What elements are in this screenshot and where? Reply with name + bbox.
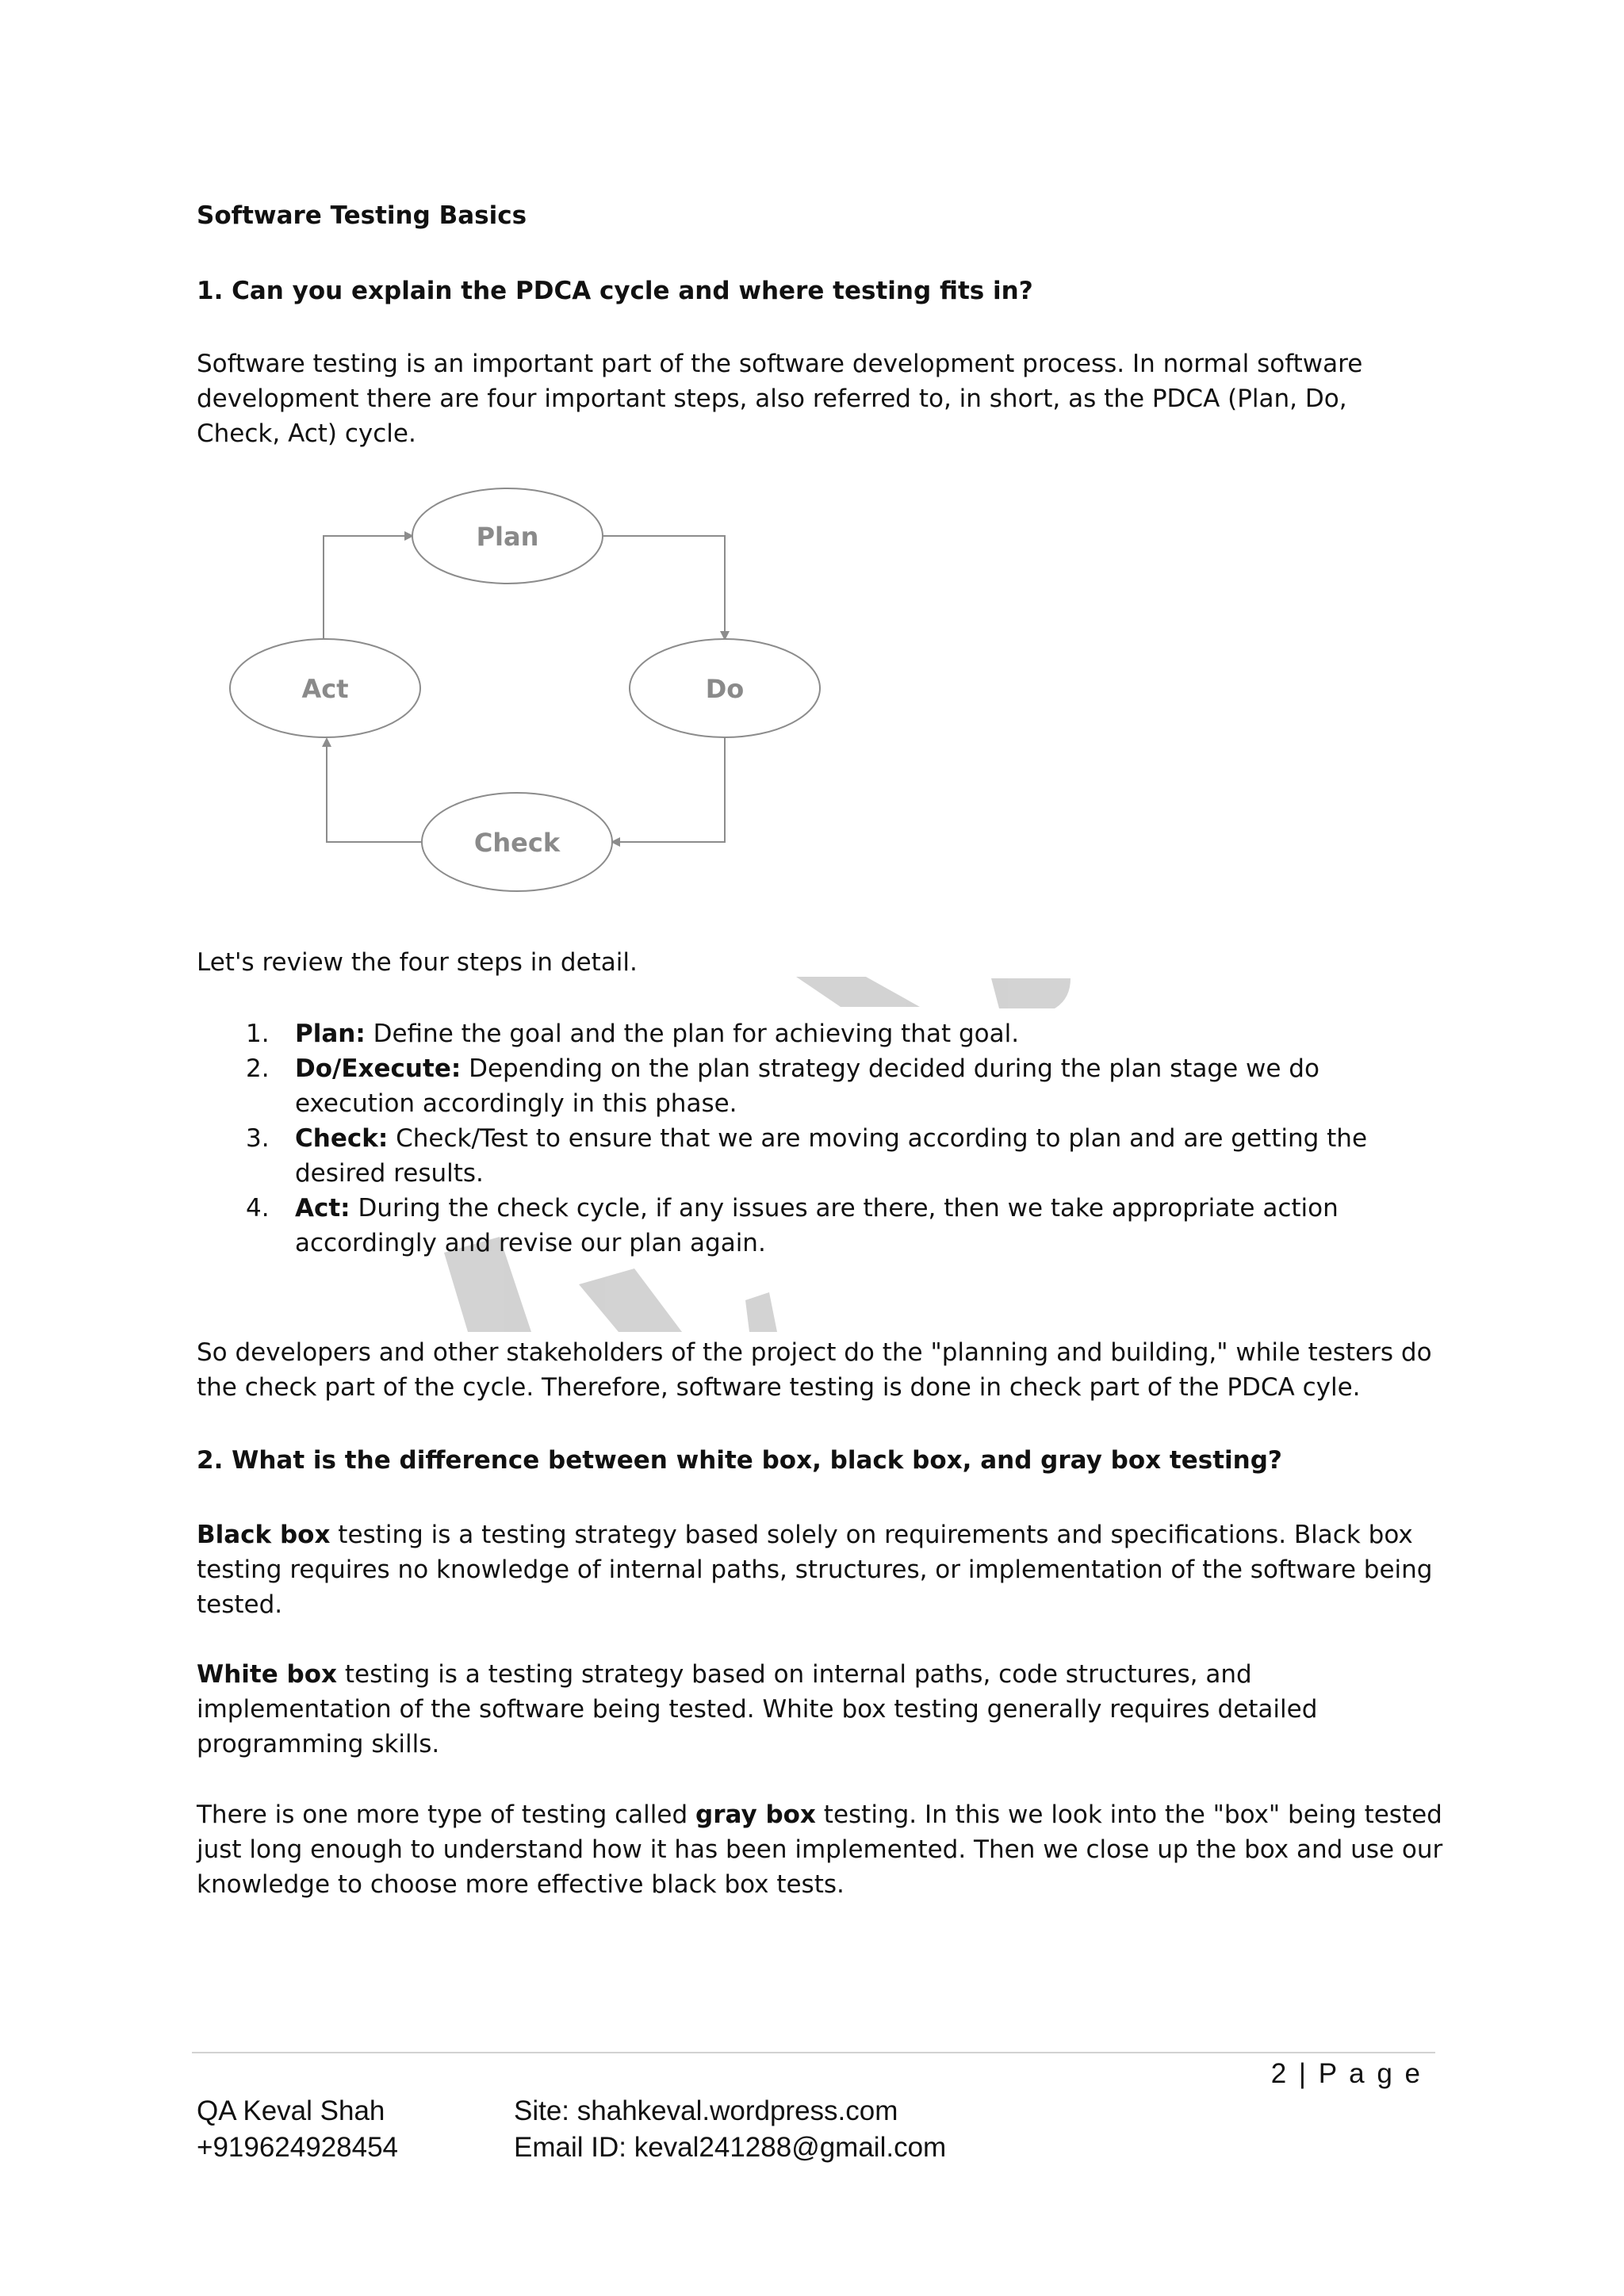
arrow-do-to-check [612,737,725,842]
footer-phone: +919624928454 [197,2132,399,2163]
question-1-heading: 1. Can you explain the PDCA cycle and where testing fits in? [197,277,1033,305]
list-item [197,1016,1434,1051]
do-label: Do [705,674,745,704]
footer-email-link[interactable]: Email ID: keval241288@gmail.com [514,2132,947,2163]
list-item-term: Do/Execute: [295,1054,462,1083]
list-item-term: Act: [295,1194,350,1223]
list-item-number: 1. [246,1020,270,1048]
list-item-number: 3. [246,1124,270,1153]
list-item [197,1051,1434,1121]
list-item-term: Plan: [295,1020,366,1048]
black-box-text: testing is a testing strategy based solely on requirements and specifications. Black box testing requires no knowledge of internal paths, structures, or implementation of the software being tested. [197,1521,1433,1619]
black-box-term: Black box [197,1521,331,1549]
check-label: Check [473,828,561,858]
white-box-term: White box [197,1660,338,1689]
footer-divider [192,2052,1435,2053]
act-label: Act [301,674,349,704]
arrow-plan-to-do [603,536,725,639]
black-box-paragraph [197,1517,1450,1622]
review-steps-line: Let's review the four steps in detail. [197,948,638,977]
list-item [197,1191,1434,1261]
list-item-text: Depending on the plan strategy decided during the plan stage we do execution accordingly in this phase. [295,1054,1320,1118]
white-box-paragraph [197,1657,1450,1762]
list-item-text: During the check cycle, if any issues are there, then we take appropriate action accordingly and revise our plan again. [295,1194,1339,1257]
list-item [197,1121,1434,1191]
list-item-number: 2. [246,1054,270,1083]
pdca-summary-paragraph: So developers and other stakeholders of the project do the "planning and building," while testers do the check part of the cycle. Therefore, software testing is done in check part of the PDCA cyle. [197,1338,1432,1402]
pdca-steps-list [197,1016,1434,1261]
list-item-text: Define the goal and the plan for achieving that goal. [365,1020,1020,1048]
list-item-number: 4. [246,1194,270,1223]
list-item-term: Check: [295,1124,389,1153]
page-number: 2 | P a g e [1270,2058,1423,2089]
arrow-check-to-act [327,739,422,842]
gray-box-paragraph [197,1797,1450,1902]
pdca-intro-paragraph: Software testing is an important part of the software development process. In normal software development there are four important steps, also referred to, in short, as the PDCA (Plan, Do, Check, Act) cycle. [197,350,1363,448]
plan-label: Plan [476,522,539,552]
pdca-cycle-diagram [222,476,841,904]
white-box-text: testing is a testing strategy based on internal paths, code structures, and implementation of the software being tested. White box testing generally requires detailed programming skills. [197,1660,1318,1758]
gray-box-text: testing. In this we look into the "box" being tested just long enough to understand how it has been implemented. Then we close up the box and use our knowledge to choose more effective black box tests. [197,1800,1443,1899]
document-title: Software Testing Basics [197,201,527,230]
footer-author-name: QA Keval Shah [197,2095,385,2126]
question-2-heading: 2. What is the difference between white box, black box, and gray box testing? [197,1446,1282,1475]
gray-box-intro: There is one more type of testing called [197,1800,695,1829]
gray-box-term: gray box [695,1800,816,1829]
footer-site-link[interactable]: Site: shahkeval.wordpress.com [514,2095,898,2126]
list-item-text: Check/Test to ensure that we are moving according to plan and are getting the desired results. [295,1124,1368,1188]
